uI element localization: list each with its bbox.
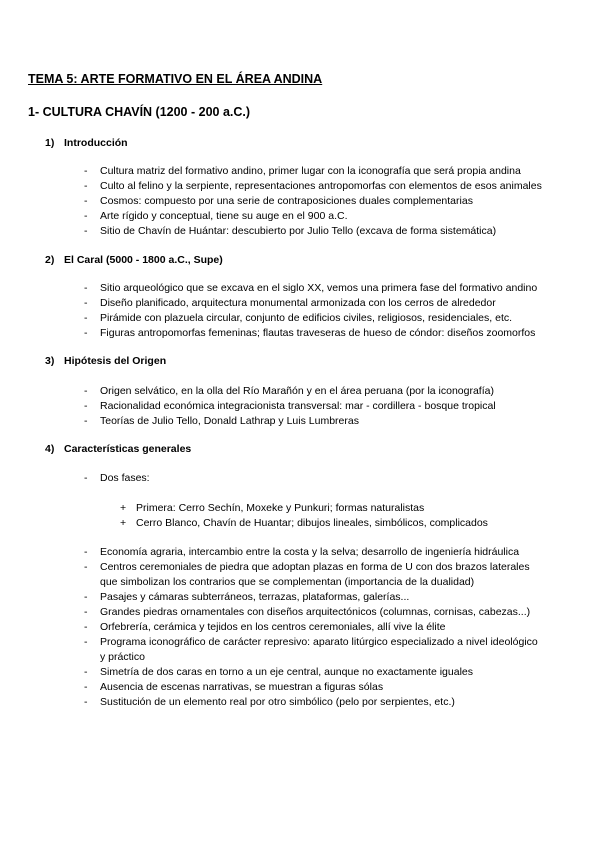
list-item: Simetría de dos caras en torno a un eje central, aunque no exactamente iguales bbox=[100, 666, 473, 678]
dash-marker: - bbox=[84, 400, 88, 412]
dash-marker: - bbox=[84, 312, 88, 324]
dash-marker: - bbox=[84, 415, 88, 427]
subsection-number: 2) bbox=[45, 254, 55, 266]
list-item: Sitio de Chavín de Huántar: descubierto por Julio Tello (excava de forma sistemática) bbox=[100, 225, 497, 237]
list-item: Racionalidad económica integracionista transversal: mar - cordillera - bosque tropical bbox=[100, 400, 496, 412]
plus-marker: + bbox=[120, 517, 127, 529]
phase-item: Cerro Blanco, Chavín de Huantar; dibujos lineales, simbólicos, complicados bbox=[136, 517, 488, 529]
list-item: Origen selvático, en la olla del Río Marañón y en el área peruana (por la iconografía) bbox=[100, 385, 494, 397]
dash-marker: - bbox=[84, 472, 88, 484]
list-item: Economía agraria, intercambio entre la costa y la selva; desarrollo de ingeniería hidráulica bbox=[100, 546, 520, 558]
list-item: Diseño planificado, arquitectura monumental armonizada con los cerros de alrededor bbox=[100, 297, 496, 309]
list-item-continuation: que simbolizan los contrarios que se complementan (importancia de la dualidad) bbox=[100, 576, 475, 588]
dash-marker: - bbox=[84, 606, 88, 618]
dash-marker: - bbox=[84, 636, 88, 648]
subsection-number: 1) bbox=[45, 137, 55, 149]
subsection-number: 3) bbox=[45, 355, 55, 367]
list-item: Teorías de Julio Tello, Donald Lathrap y Luis Lumbreras bbox=[100, 415, 359, 427]
dash-marker: - bbox=[84, 165, 88, 177]
dash-marker: - bbox=[84, 621, 88, 633]
dash-marker: - bbox=[84, 385, 88, 397]
dash-marker: - bbox=[84, 210, 88, 222]
list-item: Arte rígido y conceptual, tiene su auge en el 900 a.C. bbox=[100, 210, 348, 222]
document-title: TEMA 5: ARTE FORMATIVO EN EL ÁREA ANDINA bbox=[28, 72, 323, 86]
list-item-continuation: y práctico bbox=[100, 651, 145, 663]
dash-marker: - bbox=[84, 591, 88, 603]
dash-marker: - bbox=[84, 225, 88, 237]
dash-marker: - bbox=[84, 666, 88, 678]
list-item: Culto al felino y la serpiente, representaciones antropomorfas con elementos de esos animales bbox=[100, 180, 542, 192]
phase-item: Primera: Cerro Sechín, Moxeke y Punkuri; formas naturalistas bbox=[136, 502, 425, 514]
list-item: Centros ceremoniales de piedra que adoptan plazas en forma de U con dos brazos laterales bbox=[100, 561, 530, 573]
list-item: Sustitución de un elemento real por otro simbólico (pelo por serpientes, etc.) bbox=[100, 696, 455, 708]
list-item: Pirámide con plazuela circular, conjunto de edificios civiles, religiosos, residenciales, etc. bbox=[100, 312, 513, 324]
dash-marker: - bbox=[84, 681, 88, 693]
subsection-heading: Características generales bbox=[64, 443, 192, 455]
dash-marker: - bbox=[84, 696, 88, 708]
dash-marker: - bbox=[84, 195, 88, 207]
dash-marker: - bbox=[84, 561, 88, 573]
subsection-number: 4) bbox=[45, 443, 55, 455]
subsection-heading: Hipótesis del Origen bbox=[64, 355, 167, 367]
subsection-heading: Introducción bbox=[64, 137, 128, 149]
list-item: Programa iconográfico de carácter represivo: aparato litúrgico especializado a nivel ideológico bbox=[100, 636, 538, 648]
dash-marker: - bbox=[84, 546, 88, 558]
list-item: Dos fases: bbox=[100, 472, 150, 484]
subsection-heading: El Caral (5000 - 1800 a.C., Supe) bbox=[64, 254, 223, 266]
list-item: Orfebrería, cerámica y tejidos en los centros ceremoniales, allí vive la élite bbox=[100, 621, 446, 633]
list-item: Figuras antropomorfas femeninas; flautas traveseras de hueso de cóndor: diseños zoomorfos bbox=[100, 327, 536, 339]
dash-marker: - bbox=[84, 327, 88, 339]
plus-marker: + bbox=[120, 502, 127, 514]
dash-marker: - bbox=[84, 282, 88, 294]
section-heading: 1- CULTURA CHAVÍN (1200 - 200 a.C.) bbox=[28, 105, 251, 119]
dash-marker: - bbox=[84, 180, 88, 192]
list-item: Cosmos: compuesto por una serie de contraposiciones duales complementarias bbox=[100, 195, 473, 207]
list-item: Cultura matriz del formativo andino, primer lugar con la iconografía que será propia andina bbox=[100, 165, 521, 177]
list-item: Ausencia de escenas narrativas, se muestran a figuras sólas bbox=[100, 681, 384, 693]
dash-marker: - bbox=[84, 297, 88, 309]
list-item: Grandes piedras ornamentales con diseños arquitectónicos (columnas, cornisas, cabezas...) bbox=[100, 606, 531, 618]
list-item: Pasajes y cámaras subterráneos, terrazas, plataformas, galerías... bbox=[100, 591, 410, 603]
list-item: Sitio arqueológico que se excava en el siglo XX, vemos una primera fase del formativo andino bbox=[100, 282, 538, 294]
